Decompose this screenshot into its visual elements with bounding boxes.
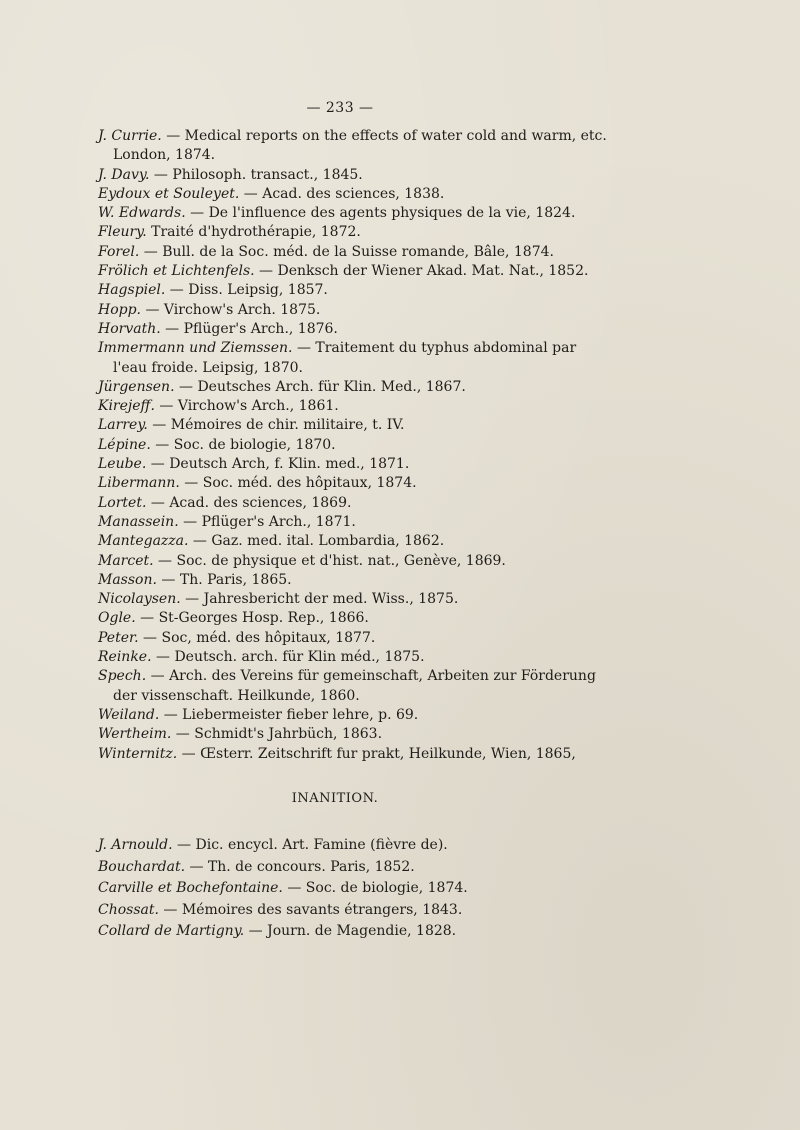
reference-author: Bouchardat. xyxy=(98,858,186,875)
reference-separator: — xyxy=(180,591,204,608)
reference-entry xyxy=(98,835,598,857)
reference-text: Virchow's Arch., 1861. xyxy=(177,398,339,415)
reference-text: Mémoires des savants étrangers, 1843. xyxy=(181,901,463,918)
reference-text: Pflüger's Arch., 1871. xyxy=(201,513,356,530)
reference-separator: — xyxy=(150,436,174,453)
reference-author: Wertheim. xyxy=(98,726,172,743)
reference-text: Arch. des Vereins für gemeinschaft, Arbeiten zur Förderung xyxy=(169,668,596,685)
reference-separator: — xyxy=(156,571,180,588)
reference-continuation: l'eau froide. Leipsig, 1870. xyxy=(113,359,303,376)
reference-entry xyxy=(98,262,598,281)
reference-text: Soc. de biologie, 1870. xyxy=(173,436,336,453)
reference-separator: — xyxy=(178,513,202,530)
reference-separator: — xyxy=(172,837,196,853)
reference-entry xyxy=(98,921,598,943)
reference-entry xyxy=(98,185,598,204)
reference-entry xyxy=(98,378,598,397)
reference-author: Eydoux et Souleyet. xyxy=(98,185,240,202)
reference-entry xyxy=(98,590,598,609)
reference-author: Lépine. xyxy=(98,436,151,453)
reference-text: Deutsch. arch. für Klin méd., 1875. xyxy=(174,649,425,666)
reference-author: J. Arnould. xyxy=(98,837,173,853)
reference-text: Schmidt's Jahrbüch, 1863. xyxy=(194,726,383,743)
reference-text: De l'influence des agents physiques de la vie, 1824. xyxy=(208,205,576,222)
reference-separator: — xyxy=(165,282,189,299)
reference-entry xyxy=(98,243,598,262)
reference-continuation: London, 1874. xyxy=(113,147,216,164)
reference-entry xyxy=(98,878,598,900)
reference-separator: — xyxy=(138,629,162,646)
reference-text: Virchow's Arch. 1875. xyxy=(163,301,321,318)
reference-author: J. Currie. xyxy=(98,128,162,144)
reference-text: Liebermeister fieber lehre, p. 69. xyxy=(182,706,419,723)
reference-text: Gaz. med. ital. Lombardia, 1862. xyxy=(211,533,445,550)
reference-entry xyxy=(98,667,598,706)
reference-separator: — xyxy=(153,552,177,569)
reference-separator: — xyxy=(171,726,195,743)
reference-separator: — xyxy=(158,901,182,918)
reference-separator: — xyxy=(149,166,173,183)
reference-author: Hagspiel. xyxy=(98,282,166,299)
reference-entry xyxy=(98,127,607,166)
reference-text: Deutsches Arch. für Klin. Med., 1867. xyxy=(197,378,466,395)
reference-text: Œsterr. Zeitschrift fur prakt, Heilkunde, Wien, 1865, xyxy=(200,745,576,762)
reference-entry xyxy=(98,552,598,571)
reference-text: Traitement du typhus abdominal par xyxy=(315,340,577,357)
reference-text: Soc, méd. des hôpitaux, 1877. xyxy=(161,629,376,646)
reference-separator: — xyxy=(188,533,212,550)
reference-author: Ogle. xyxy=(98,610,136,627)
reference-text: Philosoph. transact., 1845. xyxy=(172,166,363,183)
reference-text: Bull. de la Soc. méd. de la Suisse romande, Bâle, 1874. xyxy=(162,243,554,260)
reference-text: Deutsch Arch, f. Klin. med., 1871. xyxy=(169,456,410,473)
reference-entry xyxy=(98,339,598,378)
reference-author: Peter. xyxy=(98,629,139,646)
reference-separator: — xyxy=(185,205,209,222)
reference-author: Immermann und Ziemssen. xyxy=(98,340,293,357)
reference-author: Weiland. xyxy=(98,706,160,723)
reference-separator: — xyxy=(174,378,198,395)
reference-text: Soc. de biologie, 1874. xyxy=(305,880,468,896)
reference-separator: — xyxy=(244,923,268,939)
reference-continuation: der vissenschaft. Heilkunde, 1860. xyxy=(113,687,360,704)
reference-separator: — xyxy=(161,128,185,144)
reference-entry xyxy=(98,513,598,532)
reference-entry xyxy=(98,494,598,513)
reference-separator: — xyxy=(146,668,170,685)
page-number: — 233 — xyxy=(306,100,374,116)
reference-entry xyxy=(98,455,598,474)
reference-separator: — xyxy=(135,610,159,627)
reference-author: Marcet. xyxy=(98,552,154,569)
reference-author: Collard de Martigny. xyxy=(98,923,245,939)
reference-author: Frölich et Lichtenfels. xyxy=(98,263,255,280)
reference-entry xyxy=(98,900,598,922)
reference-entry xyxy=(98,320,598,339)
reference-author: Spech. xyxy=(98,668,147,685)
reference-author: Horvath. xyxy=(98,320,161,337)
reference-author: Reinke. xyxy=(98,649,152,666)
reference-author: Lortet. xyxy=(98,494,147,511)
reference-author: Forel. xyxy=(98,243,140,260)
reference-text: Traité d'hydrothérapie, 1872. xyxy=(151,224,361,241)
reference-text: Soc. de physique et d'hist. nat., Genève, 1869. xyxy=(176,552,506,569)
reference-author: Manassein. xyxy=(98,513,179,530)
reference-separator: — xyxy=(282,880,306,896)
reference-text: Jahresbericht der med. Wiss., 1875. xyxy=(203,591,459,608)
reference-author: Jürgensen. xyxy=(98,378,175,395)
reference-separator: — xyxy=(146,456,170,473)
reference-author: Hopp. xyxy=(98,301,142,318)
reference-author: Masson. xyxy=(98,571,157,588)
reference-text: Diss. Leipsig, 1857. xyxy=(188,282,328,299)
reference-entry xyxy=(98,609,598,628)
reference-entry xyxy=(98,281,598,300)
reference-author: Chossat. xyxy=(98,901,159,918)
reference-entry xyxy=(98,204,598,223)
reference-text: Medical reports on the effects of water cold and warm, etc. xyxy=(184,128,607,144)
reference-text: Dic. encycl. Art. Famine (fièvre de). xyxy=(195,837,448,853)
reference-text: Denksch der Wiener Akad. Mat. Nat., 1852. xyxy=(277,263,589,280)
reference-text: Acad. des sciences, 1838. xyxy=(262,185,445,202)
reference-separator: — xyxy=(292,340,316,357)
reference-text: Journ. de Magendie, 1828. xyxy=(267,923,457,939)
reference-author: Fleury. xyxy=(98,224,147,241)
reference-entry xyxy=(98,397,598,416)
reference-author: Nicolaysen. xyxy=(98,591,181,608)
reference-entry xyxy=(98,648,598,667)
reference-entry xyxy=(98,706,598,725)
reference-author: Winternitz. xyxy=(98,745,178,762)
reference-entry xyxy=(98,725,598,744)
reference-author: Leube. xyxy=(98,456,147,473)
reference-separator: — xyxy=(146,494,170,511)
reference-separator: — xyxy=(151,649,175,666)
reference-text: Soc. méd. des hôpitaux, 1874. xyxy=(202,475,417,492)
reference-entry xyxy=(98,857,598,879)
reference-list xyxy=(98,127,607,764)
reference-author: J. Davy. xyxy=(98,166,150,183)
reference-separator: — xyxy=(177,745,201,762)
reference-text: Pflüger's Arch., 1876. xyxy=(183,320,338,337)
reference-entry xyxy=(98,301,598,320)
reference-separator: — xyxy=(160,320,184,337)
reference-entry xyxy=(98,532,598,551)
reference-text: Th. Paris, 1865. xyxy=(179,571,292,588)
reference-text: Acad. des sciences, 1869. xyxy=(169,494,352,511)
reference-entry xyxy=(98,474,598,493)
reference-entry xyxy=(98,436,598,455)
reference-separator: — xyxy=(154,398,178,415)
reference-separator: — xyxy=(179,475,203,492)
reference-author: Kirejeff. xyxy=(98,398,155,415)
reference-text: Th. de concours. Paris, 1852. xyxy=(207,858,415,875)
reference-separator: — xyxy=(239,185,263,202)
reference-author: Carville et Bochefontaine. xyxy=(98,880,283,896)
reference-entry xyxy=(98,166,598,185)
reference-entry xyxy=(98,571,598,590)
reference-text: St-Georges Hosp. Rep., 1866. xyxy=(158,610,369,627)
reference-separator: — xyxy=(141,301,164,318)
reference-author: Libermann. xyxy=(98,475,180,492)
reference-author: W. Edwards. xyxy=(98,205,186,222)
reference-entry xyxy=(98,745,598,764)
reference-author: Mantegazza. xyxy=(98,533,189,550)
reference-entry xyxy=(98,629,598,648)
reference-text: Mémoires de chir. militaire, t. IV. xyxy=(170,417,405,434)
section-title: INANITION. xyxy=(291,791,379,806)
reference-separator: — xyxy=(185,858,208,875)
reference-separator: — xyxy=(254,263,278,280)
reference-entry xyxy=(98,223,598,242)
reference-separator: — xyxy=(139,243,163,260)
reference-entry xyxy=(98,416,598,435)
reference-separator: — xyxy=(159,706,183,723)
section-reference-list xyxy=(98,835,598,943)
reference-author: Larrey. xyxy=(98,417,148,434)
reference-separator: — xyxy=(147,417,171,434)
